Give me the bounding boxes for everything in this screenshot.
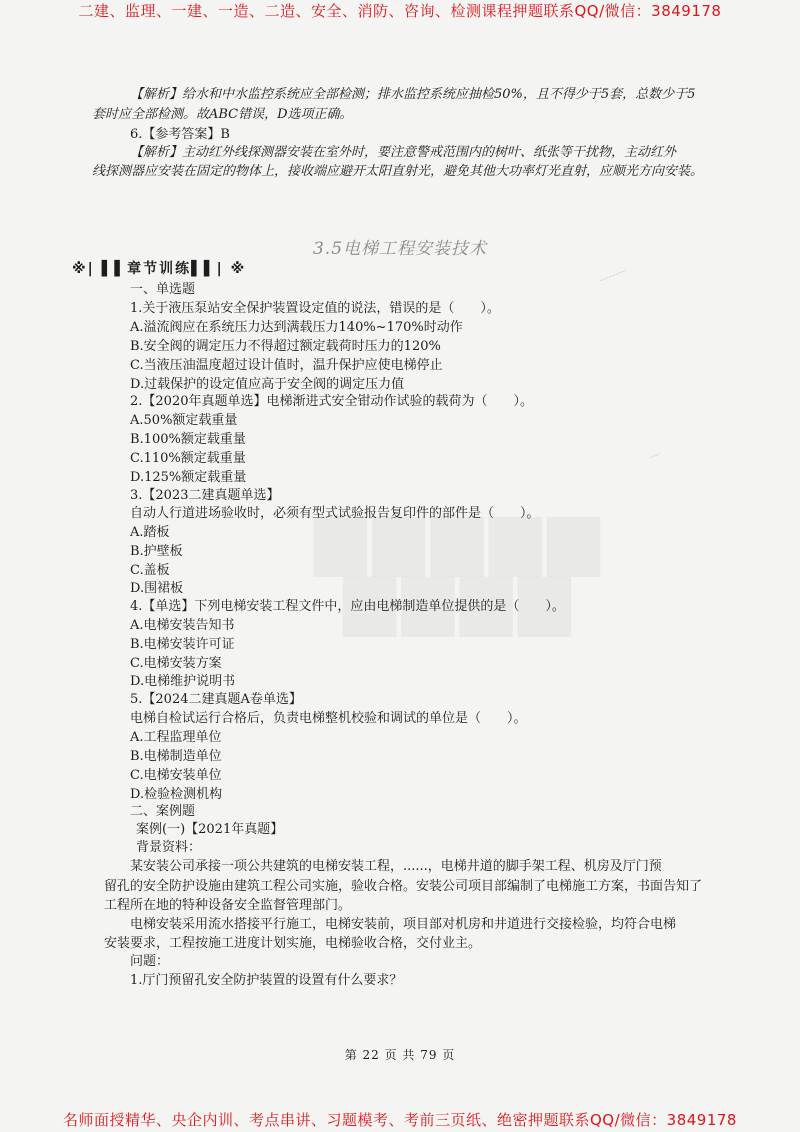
option: C.当液压油温度超过设计值时，温升保护应使电梯停止 [130,358,443,373]
option: D.电梯维护说明书 [130,674,236,689]
bottom-promo-banner: 名师面授精华、央企内训、考点串讲、习题模考、考前三页纸、绝密押题联系QQ/微信：3849178 [63,1111,737,1129]
option: A.工程监理单位 [130,730,222,745]
page-number: 第 22 页 共 79 页 [344,1048,456,1062]
option: D.围裙板 [130,581,184,596]
analysis-text: 【解析】主动红外线探测器安装在室外时，要注意警戒范围内的树叶、纸张等干扰物，主动红外 [130,145,677,160]
option: B.电梯安装许可证 [130,637,235,652]
option: C.电梯安装单位 [130,768,222,783]
analysis-text: 套时应全部检测。故ABC错误，D选项正确。 [92,107,353,122]
option: B.安全阀的调定压力不得超过额定载荷时压力的120% [130,339,441,354]
option: B.100%额定载重量 [130,432,246,447]
case-paragraph: 安装要求，工程按施工进度计划实施，电梯验收合格，交付业主。 [104,936,482,951]
option: A.踏板 [130,525,170,540]
option: A.电梯安装告知书 [130,618,235,633]
option: B.电梯制造单位 [130,749,222,764]
chapter-heading: ※| ▌▌章节训练▌▌| ※ [72,261,247,277]
case-question: 1.厅门预留孔安全防护装置的设置有什么要求？ [130,973,403,988]
answer-text: 6.【参考答案】B [130,127,230,142]
question-stem: 电梯自检试运行合格后，负责电梯整机校验和调试的单位是（ ）。 [130,711,527,726]
case-paragraph: 某安装公司承接一项公共建筑的电梯安装工程，......，电梯井道的脚手架工程、机房及厅门预 [130,859,662,874]
background-label: 背景资料： [136,840,202,855]
question-tag: 3.【2023二建真题单选】 [130,488,280,503]
top-promo-banner: 二建、监理、一建、一造、二造、安全、消防、咨询、检测课程押题联系QQ/微信：3849178 [78,2,722,20]
case-title: 案例(一)【2021年真题】 [136,822,284,837]
question-stem: 1.关于液压泵站安全保护装置设定值的说法，错误的是（ ）。 [130,301,500,316]
option: A.50%额定载重量 [130,413,238,428]
case-paragraph: 留孔的安全防护设施由建筑工程公司实施，验收合格。安装公司项目部编制了电梯施工方案，书面告知了 [104,879,703,894]
section-heading: 一、单选题 [130,282,196,297]
question-stem: 2.【2020年真题单选】电梯渐进式安全钳动作试验的载荷为（ ）。 [130,394,533,409]
question-tag: 5.【2024二建真题A卷单选】 [130,692,302,707]
option: C.盖板 [130,563,170,578]
scan-stamp: ᐧᐧᐧᐧᐧᐧᐧᐧᐧᐧᐧᐧᐧᐧᐧᐧᐧᐧ [598,267,627,285]
question-stem: 自动人行道进场验收时，必须有型式试验报告复印件的部件是（ ）。 [130,506,540,521]
case-paragraph: 工程所在地的特种设备安全监督管理部门。 [104,898,352,913]
scan-stamp: ᐧᐧᐧᐧᐧᐧᐧ [648,451,662,462]
option: D.检验检测机构 [130,787,223,802]
option: C.110%额定载重量 [130,451,246,466]
case-paragraph: 电梯安装采用流水搭接平行施工，电梯安装前，项目部对机房和井道进行交接检验，均符合电梯 [130,917,677,932]
section-heading: 二、案例题 [130,804,196,819]
analysis-text: 【解析】给水和中水监控系统应全部检测；排水监控系统应抽检50%，且不得少于5套，总数少于5 [130,87,696,102]
option: A.溢流阀应在系统压力达到满载压力140%~170%时动作 [130,320,463,335]
question-label: 问题： [130,954,170,969]
option: B.护壁板 [130,544,183,559]
option: C.电梯安装方案 [130,656,222,671]
option: D.125%额定载重量 [130,470,247,485]
option: D.过载保护的设定值应高于安全阀的调定压力值 [130,377,405,392]
question-stem: 4.【单选】下列电梯安装工程文件中，应由电梯制造单位提供的是（ ）。 [130,599,565,614]
analysis-text: 线探测器应安装在固定的物体上，接收端应避开太阳直射光，避免其他大功率灯光直射，应顺光方向安装。 [92,164,704,179]
section-title: 3.5电梯工程安装技术 [312,239,488,259]
